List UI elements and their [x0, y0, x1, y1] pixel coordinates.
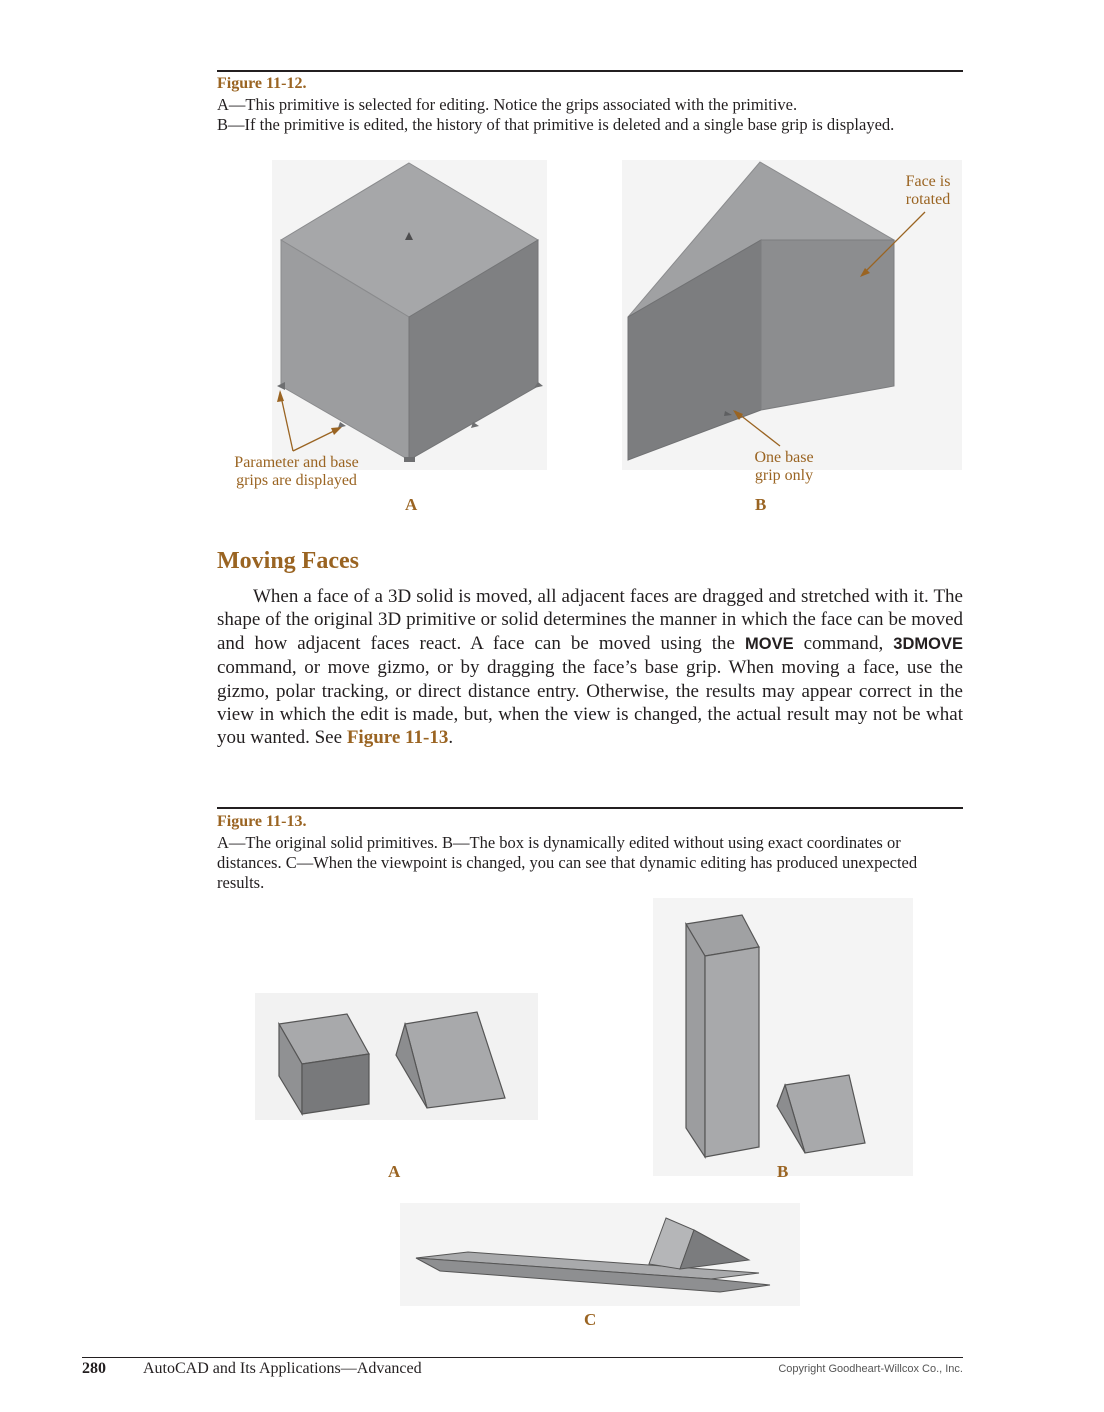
figure-13-image-c	[400, 1203, 800, 1306]
callout-parameter-grips: Parameter and base grips are displayed	[234, 454, 359, 489]
copyright-notice: Copyright Goodheart-Willcox Co., Inc.	[778, 1363, 963, 1375]
callout-one-base-grip: One base grip only	[754, 449, 814, 484]
footer-rule	[82, 1357, 963, 1358]
figure-12-number: Figure 11-12.	[217, 75, 307, 92]
command-3dmove: 3DMOVE	[893, 634, 963, 653]
figure-reference-link[interactable]: Figure 11-13	[346, 727, 449, 749]
figure-13-label-b: B	[777, 1162, 789, 1181]
figure-13-label-c: C	[584, 1310, 597, 1329]
page-number: 280	[82, 1360, 106, 1377]
figure-12-label-a: A	[405, 495, 418, 514]
figure-12-caption-b: B—If the primitive is edited, the history of that primitive is deleted and a single base grip is displayed.	[217, 115, 895, 134]
figure-13-rule	[217, 807, 963, 809]
callout-face-rotated: Face is rotated	[905, 173, 951, 208]
figure-13-caption: A—The original solid primitives. B—The box is dynamically edited without using exact coordinates or distances. C—When the viewpoint is changed, you can see that dynamic editing has produced unexpected results.	[217, 833, 918, 892]
book-title: AutoCAD and Its Applications—Advanced	[143, 1360, 422, 1377]
figure-13-label-a: A	[388, 1162, 401, 1181]
figure-13-image-b	[653, 898, 913, 1176]
section-paragraph: When a face of a 3D solid is moved, all adjacent faces are dragged and stretched with it. The shape of the original 3D primitive or solid determines the manner in which the face can be moved and how adjacent faces react. A face can be moved using the MOVE command, 3DMOVE command, or move gizmo, or by dragging the face’s base grip. When moving a face, use the gizmo, polar tracking, or direct distance entry. Otherwise, the results may appear correct in the view in which the edit is made, but, when the view is changed, the actual result may not be what you wanted. See Figure 11-13.	[217, 586, 963, 749]
figure-13-number: Figure 11-13.	[217, 813, 307, 830]
tall-box-left-face	[686, 924, 705, 1157]
section-heading: Moving Faces	[217, 548, 359, 574]
figure-12-label-b: B	[755, 495, 767, 514]
figure-12-caption-a: A—This primitive is selected for editing. Notice the grips associated with the primitive.	[217, 95, 798, 114]
command-move: MOVE	[744, 634, 794, 653]
box-front-face	[302, 1054, 369, 1114]
tall-box-front-face	[705, 947, 759, 1157]
figure-13-image-a	[255, 993, 538, 1120]
